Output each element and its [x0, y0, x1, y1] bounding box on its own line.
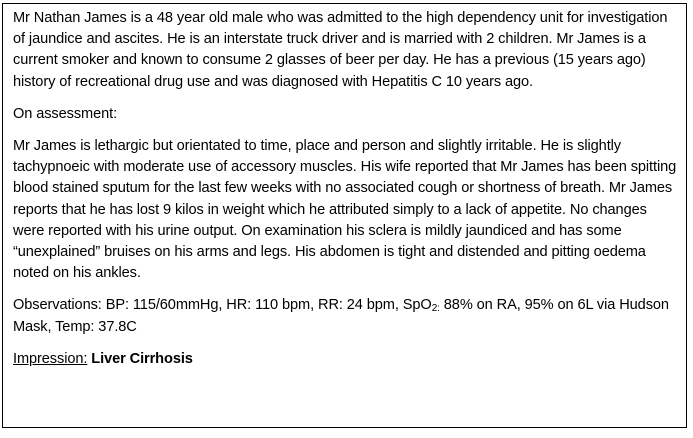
- paragraph-gap: [13, 338, 680, 349]
- assessment-heading: On assessment:: [13, 105, 118, 122]
- observations-spo2-subscript: 2:: [431, 303, 440, 315]
- observations-paragraph: [13, 295, 680, 337]
- observations-suffix: 88% on RA, 95% on 6L via Hudson Mask, Temp: 37.8C: [13, 297, 669, 335]
- paragraph-gap: [13, 93, 680, 104]
- impression-value: Liver Cirrhosis: [91, 350, 193, 367]
- case-study-box: [2, 3, 687, 428]
- patient-history-paragraph: Mr Nathan James is a 48 year old male who was admitted to the high dependency unit for investigation of jaundice and ascites. He is an interstate truck driver and is married with 2 children. Mr James is a current smoker and known to consume 2 glasses of beer per day. He has a previous (15 years ago) history of recreational drug use and was diagnosed with Hepatitis C 10 years ago.: [13, 10, 668, 90]
- paragraph-gap: [13, 284, 680, 295]
- observations-prefix: Observations: BP: 115/60mmHg, HR: 110 bpm, RR: 24 bpm, SpO: [13, 297, 432, 314]
- paragraph-gap: [13, 125, 680, 136]
- impression-line: [13, 349, 680, 370]
- impression-label: Impression:: [13, 350, 88, 367]
- assessment-paragraph: Mr James is lethargic but orientated to time, place and person and slightly irritable. He is slightly tachypnoeic with moderate use of accessory muscles. His wife reported that Mr James has been spitting blood stained sputum for the last few weeks with no associated cough or shortness of breath. Mr James reports that he has lost 9 kilos in weight which he attributed simply to a lack of appetite. No changes were reported with his urine output. On examination his sclera is mildly jaundiced and has some “unexplained” bruises on his arms and legs. His abdomen is tight and distended and pitting oedema noted on his ankles.: [13, 138, 677, 282]
